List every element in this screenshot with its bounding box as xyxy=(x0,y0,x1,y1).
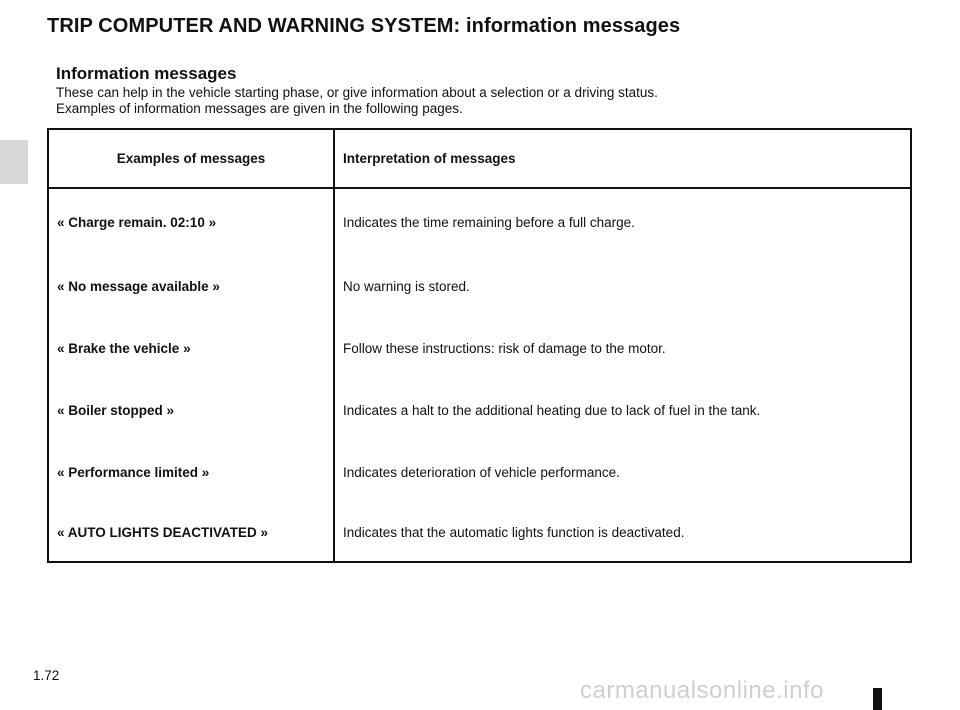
chapter-tab xyxy=(0,140,28,184)
message-interpretation: Indicates a halt to the additional heating due to lack of fuel in the tank. xyxy=(343,402,761,418)
watermark: carmanualsonline.info xyxy=(580,677,824,704)
message-example: « Brake the vehicle » xyxy=(48,317,334,379)
header-interpretation: Interpretation of messages xyxy=(334,129,911,188)
message-example: « No message available » xyxy=(48,255,334,317)
message-example: « Boiler stopped » xyxy=(48,379,334,441)
header-examples: Examples of messages xyxy=(48,129,334,188)
message-interpretation: Indicates the time remaining before a full charge. xyxy=(343,214,635,230)
message-interpretation: No warning is stored. xyxy=(343,278,470,294)
table-header-row xyxy=(48,129,911,188)
intro-text xyxy=(56,85,916,117)
message-example: « AUTO LIGHTS DEACTIVATED » xyxy=(48,503,334,562)
table-row xyxy=(48,441,911,503)
message-interpretation: Follow these instructions: risk of damage to the motor. xyxy=(343,340,666,356)
table-row xyxy=(48,255,911,317)
table-row xyxy=(48,317,911,379)
table-row xyxy=(48,379,911,441)
table-row xyxy=(48,188,911,255)
message-example: « Performance limited » xyxy=(48,441,334,503)
table-row xyxy=(48,503,911,562)
page-number: 1.72 xyxy=(33,668,60,683)
message-interpretation: Indicates deterioration of vehicle performance. xyxy=(343,464,620,480)
message-example: « Charge remain. 02:10 » xyxy=(48,188,334,255)
corner-mark xyxy=(873,688,882,710)
section-heading: Information messages xyxy=(56,64,237,83)
page-title: TRIP COMPUTER AND WARNING SYSTEM: information messages xyxy=(47,15,681,37)
intro-line: These can help in the vehicle starting phase, or give information about a selection or a driving status. xyxy=(56,85,658,100)
intro-line: Examples of information messages are given in the following pages. xyxy=(56,101,463,116)
messages-table xyxy=(47,128,912,563)
message-interpretation: Indicates that the automatic lights function is deactivated. xyxy=(343,524,685,540)
